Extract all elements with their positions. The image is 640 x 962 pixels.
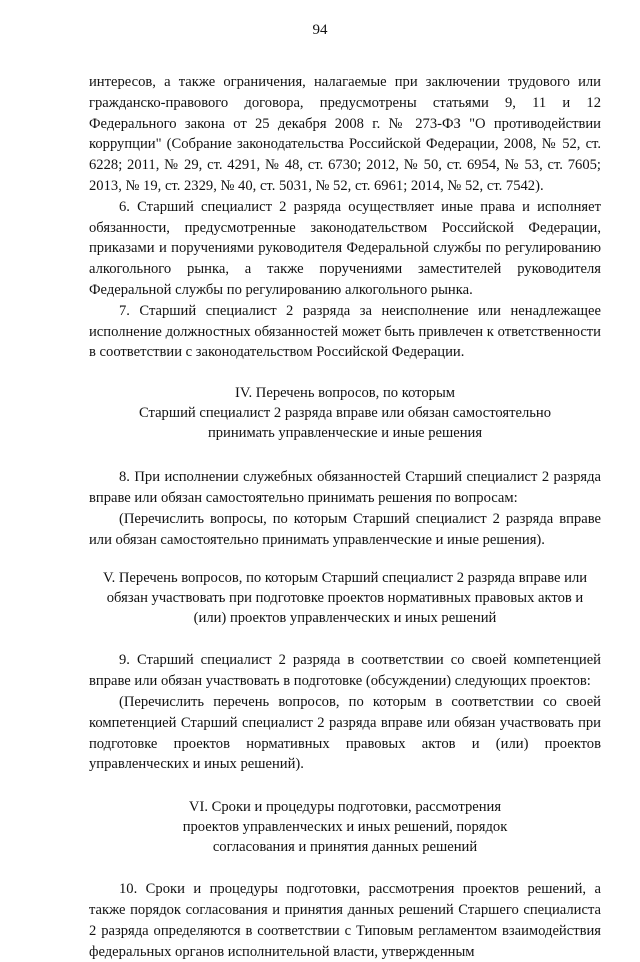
document-body [89, 72, 601, 962]
section-5-heading-line: V. Перечень вопросов, по которым Старший специалист 2 разряда вправе или [102, 570, 588, 587]
section-6-heading-line: проектов управленческих и иных решений, порядок [182, 819, 508, 836]
paragraph-9: 9. Старший специалист 2 разряда в соответствии со своей компетенцией вправе или обязан участвовать в подготовке (обсуждении) следующих проектов: [89, 652, 601, 690]
section-6-heading-line: согласования и принятия данных решений [212, 839, 478, 856]
section-5-heading-line: (или) проектов управленческих и иных решений [193, 610, 497, 627]
section-4-heading [89, 383, 601, 443]
paragraph-continuation: интересов, а также ограничения, налагаемые при заключении трудового или гражданско-правового договора, предусмотрены статьями 9, 11 и 12 Федерального закона от 25 декабря 2008 г. № 273-ФЗ "О противодействии коррупции" (Собрание законодательства Российской Федерации, 2008, № 52, ст. 6228; 2011, № 29, ст. 4291, № 48, ст. 6730; 2012, № 50, ст. 6954, № 53, ст. 7605; 2013, № 19, ст. 2329, № 40, ст. 5031, № 52, ст. 6961; 2014, № 52, ст. 7542). [89, 74, 601, 194]
page-number: 94 [312, 22, 328, 38]
paragraph-9-note: (Перечислить перечень вопросов, по которым в соответствии со своей компетенцией Старший специалист 2 разряда вправе или обязан участвовать при подготовке проектов нормативных правовых актов и (или) проектов управленческих и иных решений). [89, 693, 601, 773]
paragraph-8: 8. При исполнении служебных обязанностей Старший специалист 2 разряда вправе или обязан самостоятельно принимать решения по вопросам: [89, 469, 601, 506]
section-4-heading-line: Старший специалист 2 разряда вправе или обязан самостоятельно [138, 405, 552, 422]
section-6-heading-line: VI. Сроки и процедуры подготовки, рассмотрения [188, 799, 502, 816]
paragraph-10: 10. Сроки и процедуры подготовки, рассмотрения проектов решений, а также порядок согласования и принятия данных решений Старшего специалиста 2 разряда определяются в соответствии с Типовым регламентом взаимодействия федеральных органов исполнительной власти, утвержденным [89, 881, 601, 960]
section-4-heading-line: принимать управленческие и иные решения [207, 425, 483, 442]
section-4-heading-line: IV. Перечень вопросов, по которым [234, 385, 456, 402]
paragraph-7: 7. Старший специалист 2 разряда за неисполнение или ненадлежащее исполнение должностных обязанностей может быть привлечен к ответственности в соответствии с законодательством Российской Федерации. [89, 302, 601, 361]
section-6-heading [89, 797, 601, 857]
paragraph-6: 6. Старший специалист 2 разряда осуществляет иные права и исполняет обязанности, предусмотренные законодательством Российской Федерации, приказами и поручениями руководителя Федеральной службы по регулированию алкогольного рынка, а также поручениями заместителей руководителя Федеральной службы по регулированию алкогольного рынка. [89, 198, 601, 298]
section-5-heading [89, 568, 601, 628]
paragraph-8-note: (Перечислить вопросы, по которым Старший специалист 2 разряда вправе или обязан самостоятельно принимать управленческие и иные решения). [89, 510, 601, 548]
section-5-heading-line: обязан участвовать при подготовке проектов нормативных правовых актов и [106, 590, 584, 607]
